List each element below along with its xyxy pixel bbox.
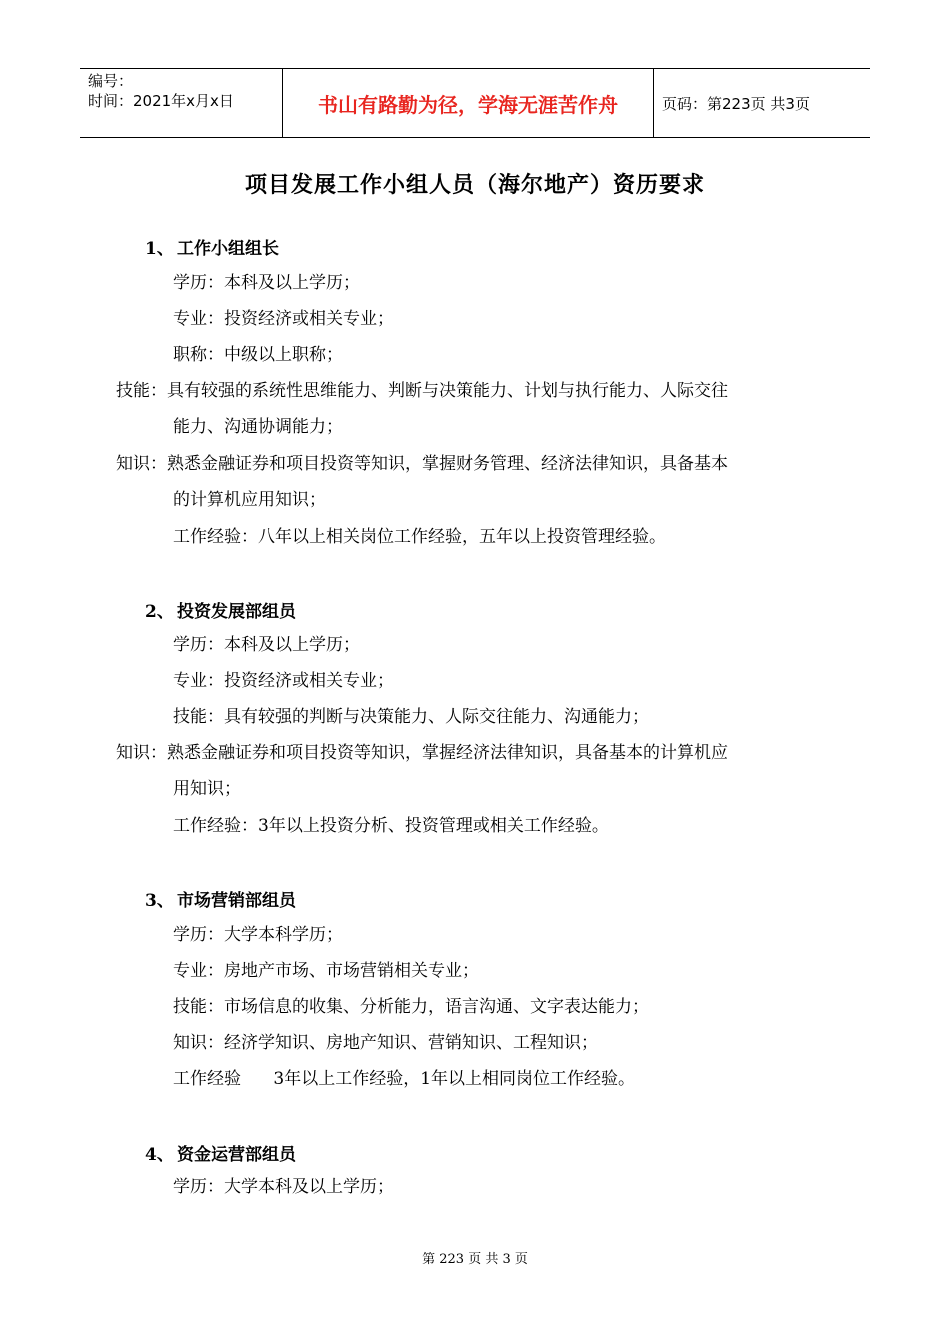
section-heading <box>145 597 296 622</box>
header-meta <box>80 69 282 137</box>
section-title: 市场营销部组员 <box>177 891 296 911</box>
header-page-cell <box>654 69 870 137</box>
header-table <box>80 68 870 138</box>
section-number: 2、 <box>145 602 174 622</box>
section-line: 工作经验：3年以上投资分析、投资管理或相关工作经验。 <box>173 816 609 836</box>
page-label: 页码：第223页 共3页 <box>662 94 810 113</box>
section-title: 工作小组组长 <box>177 239 279 259</box>
section-line: 专业：投资经济或相关专业； <box>173 671 394 691</box>
section-line: 专业：房地产市场、市场营销相关专业； <box>173 961 479 981</box>
section-line: 学历：大学本科及以上学历； <box>173 1177 394 1197</box>
section-line: 职称：中级以上职称； <box>173 345 343 365</box>
section-line: 用知识； <box>173 779 241 799</box>
section-line: 知识：经济学知识、房地产知识、营销知识、工程知识； <box>173 1033 598 1053</box>
section-line: 专业：投资经济或相关专业； <box>173 309 394 329</box>
serial-label: 编号： <box>88 72 134 90</box>
section-line: 技能：市场信息的收集、分析能力，语言沟通、文字表达能力； <box>173 997 649 1017</box>
section-title: 资金运营部组员 <box>177 1145 296 1165</box>
section-heading <box>145 234 279 259</box>
section-line: 学历：本科及以上学历； <box>173 273 360 293</box>
section-heading <box>145 886 296 911</box>
section-title: 投资发展部组员 <box>177 602 296 622</box>
section-number: 4、 <box>145 1145 174 1165</box>
section-line: 能力、沟通协调能力； <box>173 417 343 437</box>
document-title: 项目发展工作小组人员（海尔地产）资历要求 <box>244 172 705 198</box>
section-number: 3、 <box>145 891 174 911</box>
section-line: 技能：具有较强的系统性思维能力、判断与决策能力、计划与执行能力、人际交往 <box>116 381 728 401</box>
section-line: 学历：大学本科学历； <box>173 925 343 945</box>
motto: 书山有路勤为径，学海无涯苦作舟 <box>318 92 618 117</box>
section-heading <box>145 1140 296 1165</box>
section-line: 工作经验：八年以上相关岗位工作经验，五年以上投资管理经验。 <box>173 527 666 547</box>
time-label: 时间：2021年x月x日 <box>88 92 234 110</box>
section-line: 知识：熟悉金融证券和项目投资等知识，掌握财务管理、经济法律知识，具备基本 <box>116 454 728 474</box>
section-line: 技能：具有较强的判断与决策能力、人际交往能力、沟通能力； <box>173 707 649 727</box>
section-line: 的计算机应用知识； <box>173 490 326 510</box>
section-line: 学历：本科及以上学历； <box>173 635 360 655</box>
section-line: 知识：熟悉金融证券和项目投资等知识，掌握经济法律知识，具备基本的计算机应 <box>116 743 728 763</box>
page-footer: 第 223 页 共 3 页 <box>422 1252 528 1267</box>
section-number: 1、 <box>145 239 174 259</box>
section-line: 工作经验 3年以上工作经验，1年以上相同岗位工作经验。 <box>173 1069 636 1089</box>
header-motto-cell <box>282 69 654 137</box>
